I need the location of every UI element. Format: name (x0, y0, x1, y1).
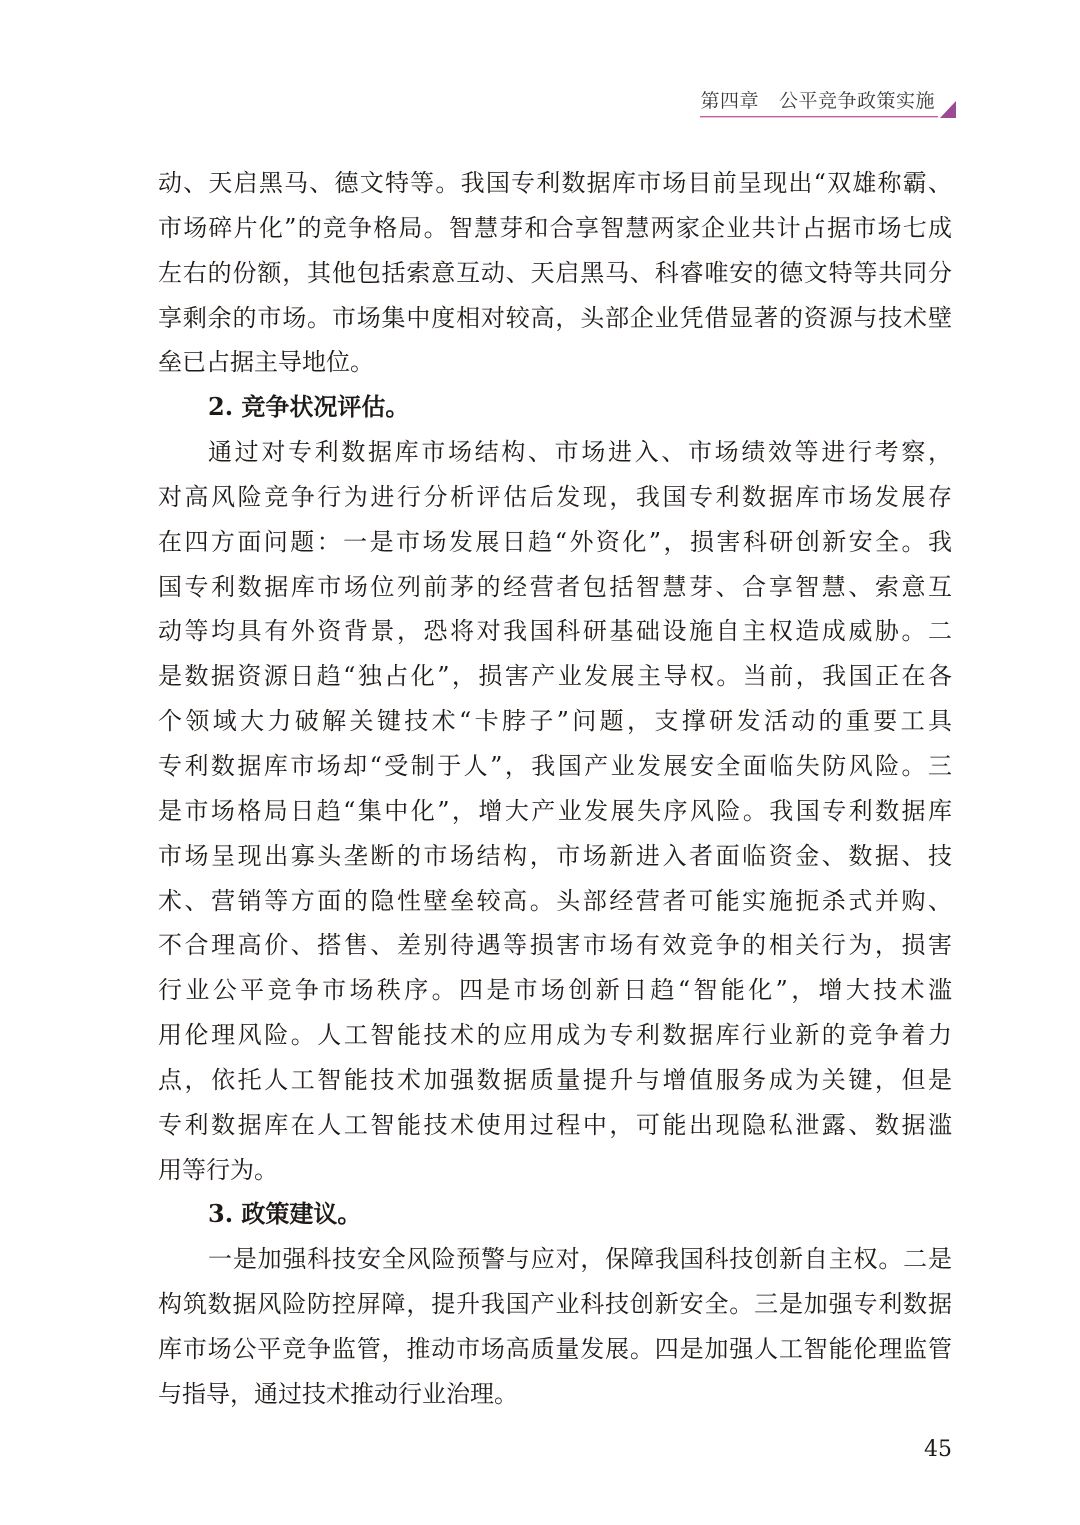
paragraph-2-line: 个领域大力破解关键技术“卡脖子”问题，支撑研发活动的重要工具 (158, 707, 952, 736)
header-rule (700, 116, 938, 117)
page-number: 45 (924, 1437, 952, 1462)
body-text (158, 161, 952, 1417)
paragraph-2-line: 对高风险竞争行为进行分析评估后发现，我国专利数据库市场发展存 (158, 482, 952, 511)
corner-triangle-icon (940, 101, 956, 118)
paragraph-1-line: 左右的份额，其他包括索意互动、天启黑马、科睿唯安的德文特等共同分 (158, 258, 952, 287)
paragraph-2-line: 不合理高价、搭售、差别待遇等损害市场有效竞争的相关行为，损害 (158, 931, 952, 960)
paragraph-2-line: 在四方面问题：一是市场发展日趋“外资化”，损害科研创新安全。我 (158, 527, 952, 556)
paragraph-2-line: 是市场格局日趋“集中化”，增大产业发展失序风险。我国专利数据库 (158, 796, 952, 825)
paragraph-1-line: 享剩余的市场。市场集中度相对较高，头部企业凭借显著的资源与技术壁 (158, 303, 952, 332)
paragraph-1-line: 垒已占据主导地位。 (158, 348, 374, 377)
paragraph-2-line: 动等均具有外资背景，恐将对我国科研基础设施自主权造成威胁。二 (158, 617, 952, 646)
paragraph-1-line: 市场碎片化”的竞争格局。智慧芽和合享智慧两家企业共计占据市场七成 (158, 213, 952, 242)
paragraph-2-line: 专利数据库市场却“受制于人”，我国产业发展安全面临失防风险。三 (158, 751, 952, 780)
paragraph-2-line: 通过对专利数据库市场结构、市场进入、市场绩效等进行考察， (208, 438, 952, 467)
paragraph-2-line: 用伦理风险。人工智能技术的应用成为专利数据库行业新的竞争着力 (158, 1021, 952, 1050)
chapter-label: 第四章 (700, 90, 759, 112)
paragraph-3-line: 构筑数据风险防控屏障，提升我国产业科技创新安全。三是加强专利数据 (158, 1290, 952, 1319)
chapter-title: 公平竞争政策实施 (778, 90, 935, 112)
section-heading-3: 3. 政策建议。 (208, 1199, 362, 1229)
paragraph-2-line: 用等行为。 (158, 1155, 278, 1184)
paragraph-2-line: 行业公平竞争市场秩序。四是市场创新日趋“智能化”，增大技术滥 (158, 976, 952, 1005)
paragraph-2-line: 是数据资源日趋“独占化”，损害产业发展主导权。当前，我国正在各 (158, 662, 952, 691)
header-ornament (700, 100, 957, 120)
paragraph-2-line: 国专利数据库市场位列前茅的经营者包括智慧芽、合享智慧、索意互 (158, 572, 952, 601)
paragraph-2-line: 点，依托人工智能技术加强数据质量提升与增值服务成为关键，但是 (158, 1065, 952, 1094)
paragraph-1-line: 动、天启黑马、德文特等。我国专利数据库市场目前呈现出“双雄称霸、 (158, 169, 952, 197)
paragraph-3-line: 与指导，通过技术推动行业治理。 (158, 1379, 518, 1408)
paragraph-3-line: 一是加强科技安全风险预警与应对，保障我国科技创新自主权。二是 (208, 1245, 952, 1274)
paragraph-2-line: 市场呈现出寡头垄断的市场结构，市场新进入者面临资金、数据、技 (158, 841, 952, 870)
section-heading-2: 2. 竞争状况评估。 (208, 392, 410, 422)
paragraph-2-line: 专利数据库在人工智能技术使用过程中，可能出现隐私泄露、数据滥 (158, 1110, 952, 1139)
paragraph-3-line: 库市场公平竞争监管，推动市场高质量发展。四是加强人工智能伦理监管 (158, 1334, 952, 1363)
paragraph-2-line: 术、营销等方面的隐性壁垒较高。头部经营者可能实施扼杀式并购、 (158, 886, 952, 915)
